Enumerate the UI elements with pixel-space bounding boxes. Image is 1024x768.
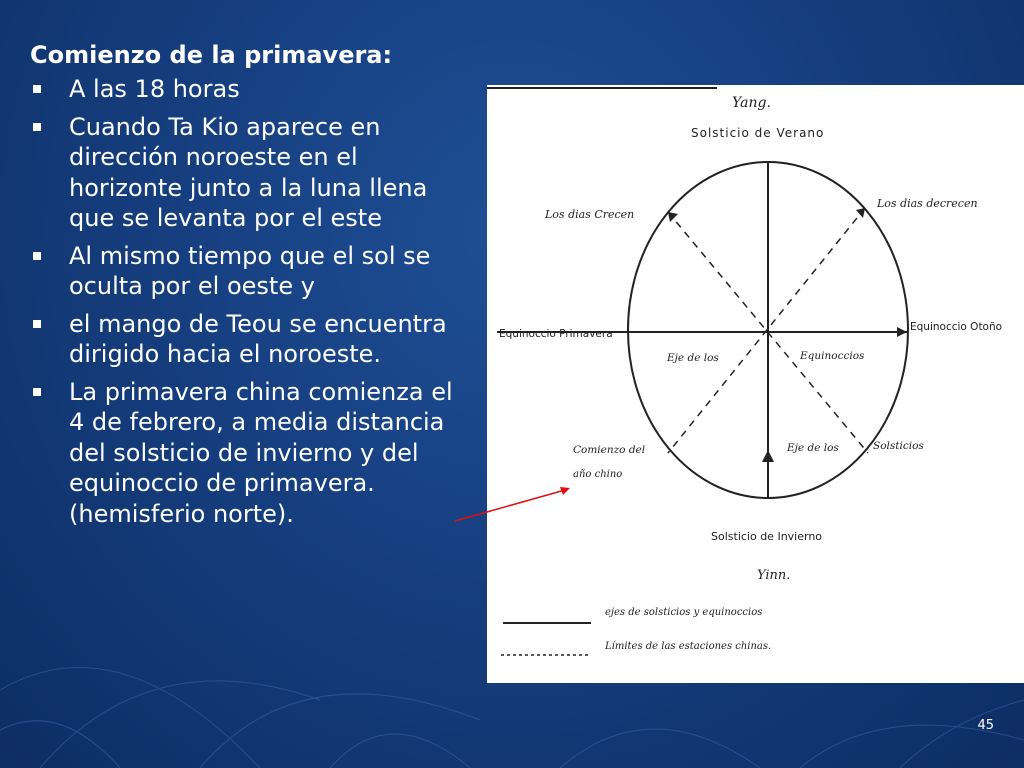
arrowhead-icon: [762, 450, 774, 462]
start-of-year-label: Comienzo del: [573, 444, 646, 456]
bullet-item: La primavera china comienza el 4 de febrero, a media distancia del solsticio de invierno y del equinoccio de primavera. (hemisferio norte).: [30, 377, 470, 530]
spring-equinox-label: Equinoccio Primavera: [499, 328, 613, 340]
axis-solstices-label: Eje de los: [787, 442, 839, 454]
days-grow-label: Los dias Crecen: [545, 208, 635, 221]
page-number: 45: [977, 718, 994, 733]
bullet-item: Al mismo tiempo que el sol se oculta por el oeste y: [30, 241, 470, 302]
pointer-arrow: [450, 480, 580, 530]
yang-label: Yang.: [732, 95, 771, 111]
legend-dashed-label: Límites de las estaciones chinas.: [605, 641, 772, 652]
autumn-equinox-label: Equinoccio Otoño: [910, 321, 1003, 333]
summer-solstice-label: Solsticio de Verano: [691, 126, 825, 140]
equinoxes-label: Equinoccios: [800, 350, 865, 362]
bullet-item: Cuando Ta Kio aparece en dirección noroeste en el horizonte junto a la luna llena que se levanta por el este: [30, 112, 470, 234]
axis-equinoxes-label: Eje de los: [667, 352, 719, 364]
days-shrink-label: Los dias decrecen: [877, 197, 978, 210]
arrowhead-icon: [856, 208, 865, 218]
bullet-item: A las 18 horas: [30, 74, 470, 105]
square-bullet-icon: [33, 388, 41, 396]
arrowhead-icon: [668, 212, 678, 222]
chinese-year-label: año chino: [573, 469, 623, 480]
winter-solstice-label: Solsticio de Invierno: [711, 530, 823, 543]
square-bullet-icon: [33, 252, 41, 260]
solstices-label: Solsticios: [873, 440, 924, 452]
bullet-item: el mango de Teou se encuentra dirigido hacia el noroeste.: [30, 309, 470, 370]
square-bullet-icon: [33, 320, 41, 328]
legend-solid-label: ejes de solsticios y equinoccios: [605, 607, 763, 618]
arrowhead-icon: [897, 327, 907, 337]
yinn-label: Yinn.: [757, 568, 791, 583]
square-bullet-icon: [33, 85, 41, 93]
slide-heading: Comienzo de la primavera:: [30, 41, 393, 69]
square-bullet-icon: [33, 123, 41, 131]
bullet-list: [30, 74, 470, 529]
seasons-diagram: [487, 85, 1024, 683]
slide-text-block: [30, 40, 470, 536]
